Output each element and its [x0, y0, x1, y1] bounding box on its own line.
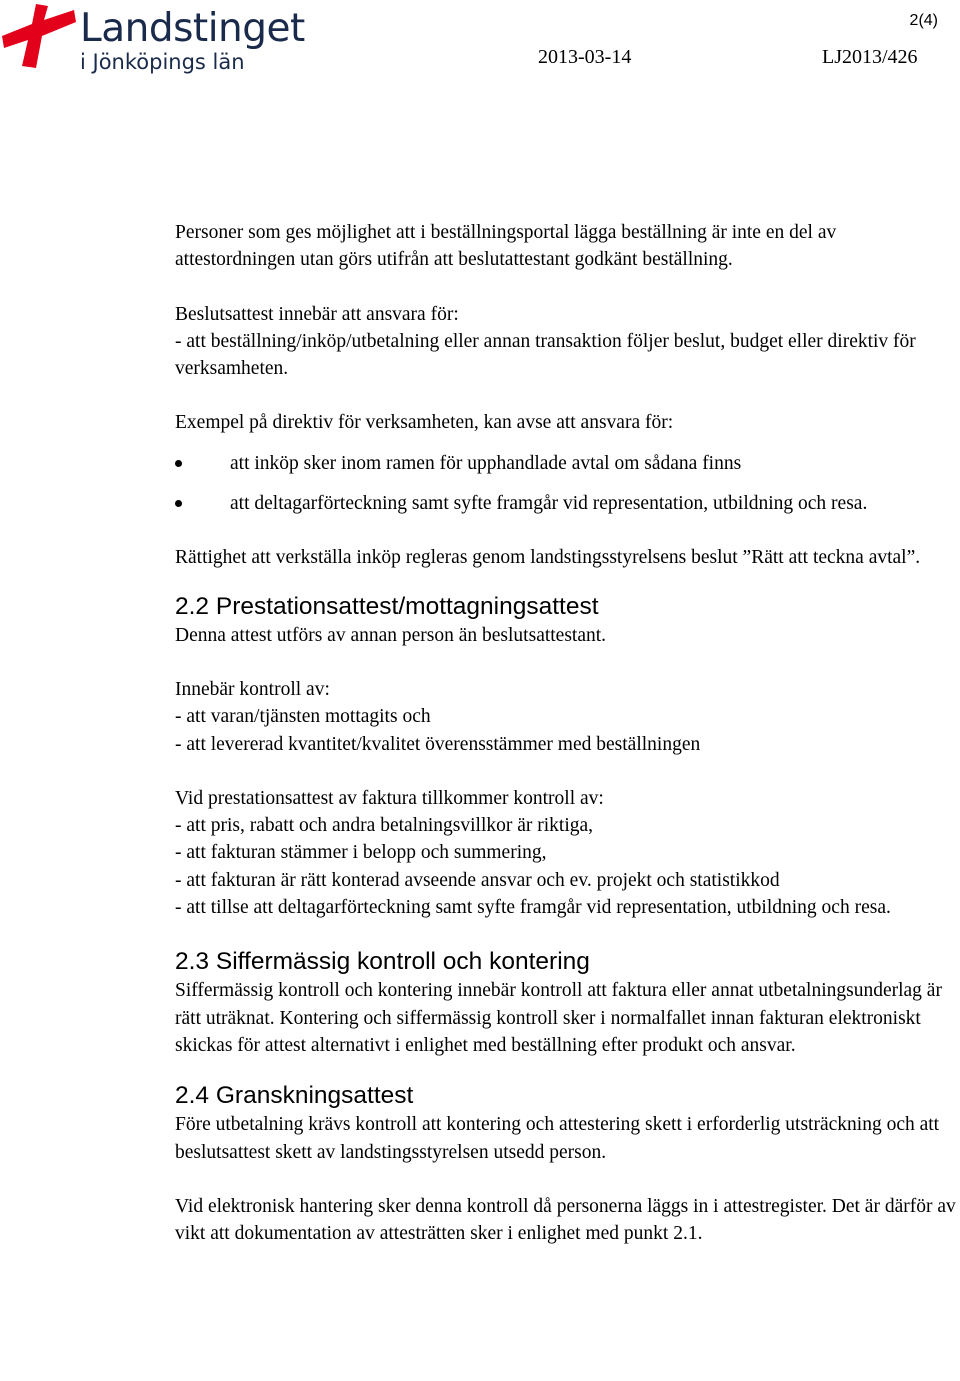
landstinget-logo [0, 0, 320, 80]
document-body [175, 219, 960, 1247]
heading-2-3: 2.3 Siffermässig kontroll och kontering [175, 948, 590, 976]
document-date: 2013-03-14 [538, 46, 632, 68]
paragraph-beslutsattest: Beslutsattest innebär att ansvara för: - att beställning/inköp/utbetalning eller annan transaktion följer beslut, budget eller direktiv för verksamheten. [175, 303, 916, 380]
paragraph-elektronisk: Vid elektronisk hantering sker denna kontroll då personerna läggs in i attestregister. Det är därför av vikt att dokumentation av attesträtten sker i enlighet med punkt 2.1. [175, 1195, 956, 1245]
paragraph-granskningsattest: Före utbetalning krävs kontroll att kontering och attestering skett i erforderlig utsträckning och att beslutsattest skett av landstingsstyrelsen utsedd person. [175, 1114, 940, 1163]
list-item-text: att inköp sker inom ramen för upphandlade avtal om sådana finns [230, 452, 742, 474]
logo-subtitle: i Jönköpings län [80, 50, 245, 74]
heading-2-4: 2.4 Granskningsattest [175, 1082, 414, 1110]
bullet-icon [175, 500, 182, 507]
paragraph-kontroll: Innebär kontroll av: - att varan/tjänsten mottagits och - att levererad kvantitet/kvalitet överensstämmer med beställningen [175, 678, 701, 755]
bullet-icon [175, 460, 182, 467]
page-number: 2(4) [909, 12, 938, 29]
logo-title: Landstinget [80, 6, 305, 51]
landstinget-emblem-icon [0, 2, 78, 72]
heading-2-2: 2.2 Prestationsattest/mottagningsattest [175, 592, 599, 620]
paragraph-ordering-portal: Personer som ges möjlighet att i beställningsportal lägga beställning är inte en del av attestordningen utan görs utifrån att beslutattestant godkänt beställning. [175, 222, 837, 271]
document-reference: LJ2013/426 [822, 46, 918, 68]
paragraph-faktura-kontroll: Vid prestationsattest av faktura tillkommer kontroll av: - att pris, rabatt och andra betalningsvillkor är riktiga, - att fakturan stämmer i belopp och summering, - att fakturan är rätt konterad avseende ansvar och ev. projekt och statistikkod - att tillse att deltagarförteckning samt syfte framgår vid representation, utbildning och resa. [175, 787, 891, 919]
directive-list [175, 450, 960, 518]
paragraph-siffermassig: Siffermässig kontroll och kontering innebär kontroll att faktura eller annat utbetalningsunderlag är rätt uträknat. Kontering och siffermässig kontroll sker i normalfallet innan fakturan elektroniskt skickas för attest alternativt i enlighet med beställning efter produkt och ansvar. [175, 980, 942, 1056]
list-item-text: att deltagarförteckning samt syfte framgår vid representation, utbildning och resa. [230, 493, 868, 515]
paragraph-prestationsattest: Denna attest utförs av annan person än beslutsattestant. [175, 624, 607, 646]
list-item [175, 450, 960, 477]
paragraph-rattighet: Rättighet att verkställa inköp regleras genom landstingsstyrelsens beslut ”Rätt att teckna avtal”. [175, 547, 921, 569]
paragraph-exempel: Exempel på direktiv för verksamheten, kan avse att ansvara för: [175, 412, 674, 434]
list-item [175, 490, 960, 517]
